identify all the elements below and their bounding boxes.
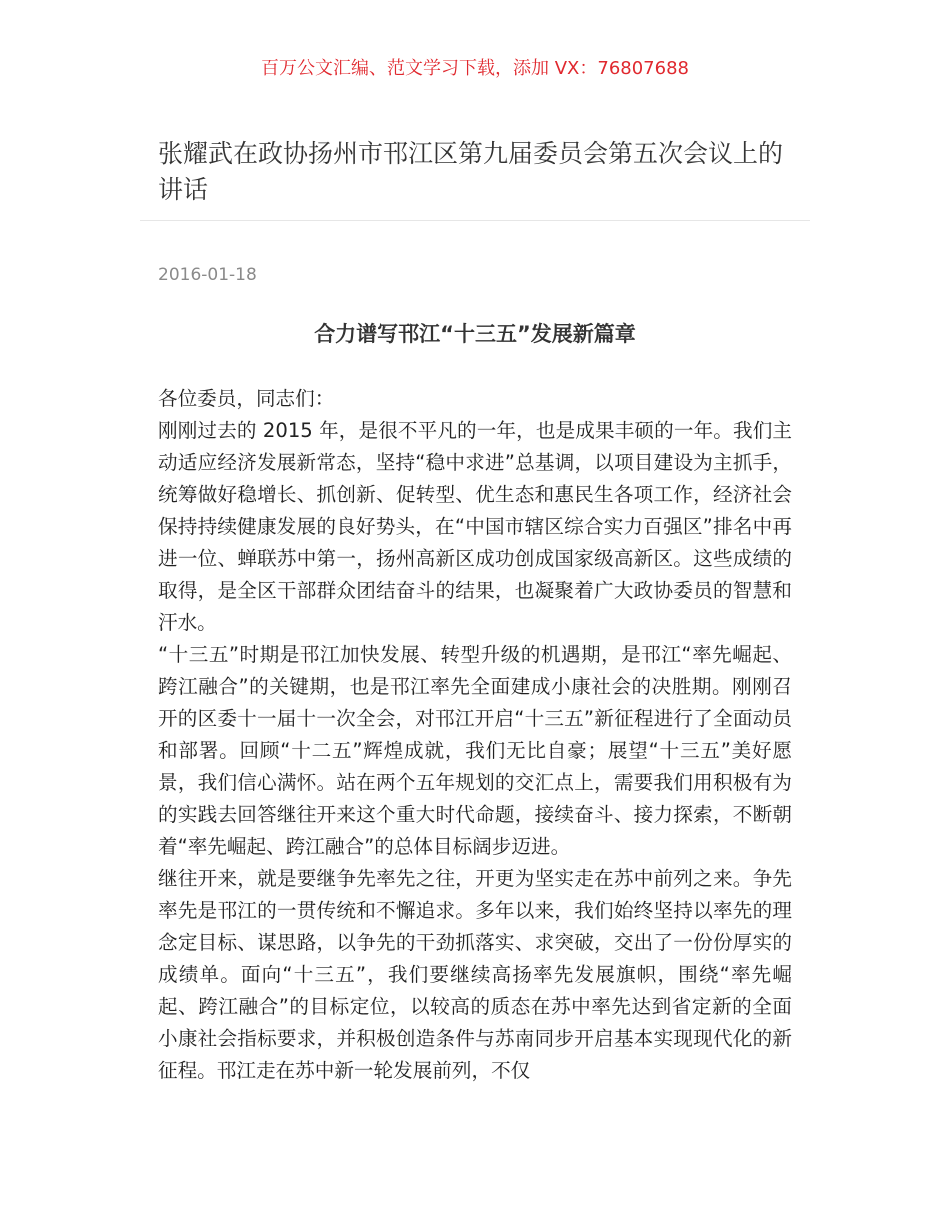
- article-body: [158, 383, 792, 1087]
- article-subtitle: 合力谱写邗江“十三五”发展新篇章: [314, 322, 636, 346]
- promo-banner: 百万公文汇编、范文学习下载，添加 VX：76807688: [261, 58, 689, 79]
- article-title: 张耀武在政协扬州市邗江区第九届委员会第五次会议上的讲话: [158, 139, 784, 204]
- article-header: [140, 136, 810, 221]
- paragraph: “十三五”时期是邗江加快发展、转型升级的机遇期，是邗江“率先崛起、跨江融合”的关键期，也是邗江率先全面建成小康社会的决胜期。刚刚召开的区委十一届十一次全会，对邗江开启“十三五”新征程进行了全面动员和部署。回顾“十二五”辉煌成就，我们无比自豪；展望“十三五”美好愿景，我们信心满怀。站在两个五年规划的交汇点上，需要我们用积极有为的实践去回答继往开来这个重大时代命题，接续奋斗、接力探索，不断朝着“率先崛起、跨江融合”的总体目标阔步迈进。: [158, 643, 792, 858]
- paragraph-salutation: 各位委员，同志们：: [158, 387, 335, 410]
- paragraph: 刚刚过去的 2015 年，是很不平凡的一年，也是成果丰硕的一年。我们主动适应经济发展新常态，坚持“稳中求进”总基调，以项目建设为主抓手，统筹做好稳增长、抓创新、促转型、优生态和惠民生各项工作，经济社会保持持续健康发展的良好势头，在“中国市辖区综合实力百强区”排名中再进一位、蝉联苏中第一，扬州高新区成功创成国家级高新区。这些成绩的取得，是全区干部群众团结奋斗的结果，也凝聚着广大政协委员的智慧和汗水。: [158, 419, 792, 634]
- publish-date: 2016-01-18: [158, 265, 257, 285]
- paragraph: 继往开来，就是要继争先率先之往，开更为坚实走在苏中前列之来。争先率先是邗江的一贯传统和不懈追求。多年以来，我们始终坚持以率先的理念定目标、谋思路，以争先的干劲抓落实、求突破，交出了一份份厚实的成绩单。面向“十三五”，我们要继续高扬率先发展旗帜，围绕“率先崛起、跨江融合”的目标定位，以较高的质态在苏中率先达到省定新的全面小康社会指标要求，并积极创造条件与苏南同步开启基本实现现代化的新征程。邗江走在苏中新一轮发展前列，不仅: [158, 867, 792, 1082]
